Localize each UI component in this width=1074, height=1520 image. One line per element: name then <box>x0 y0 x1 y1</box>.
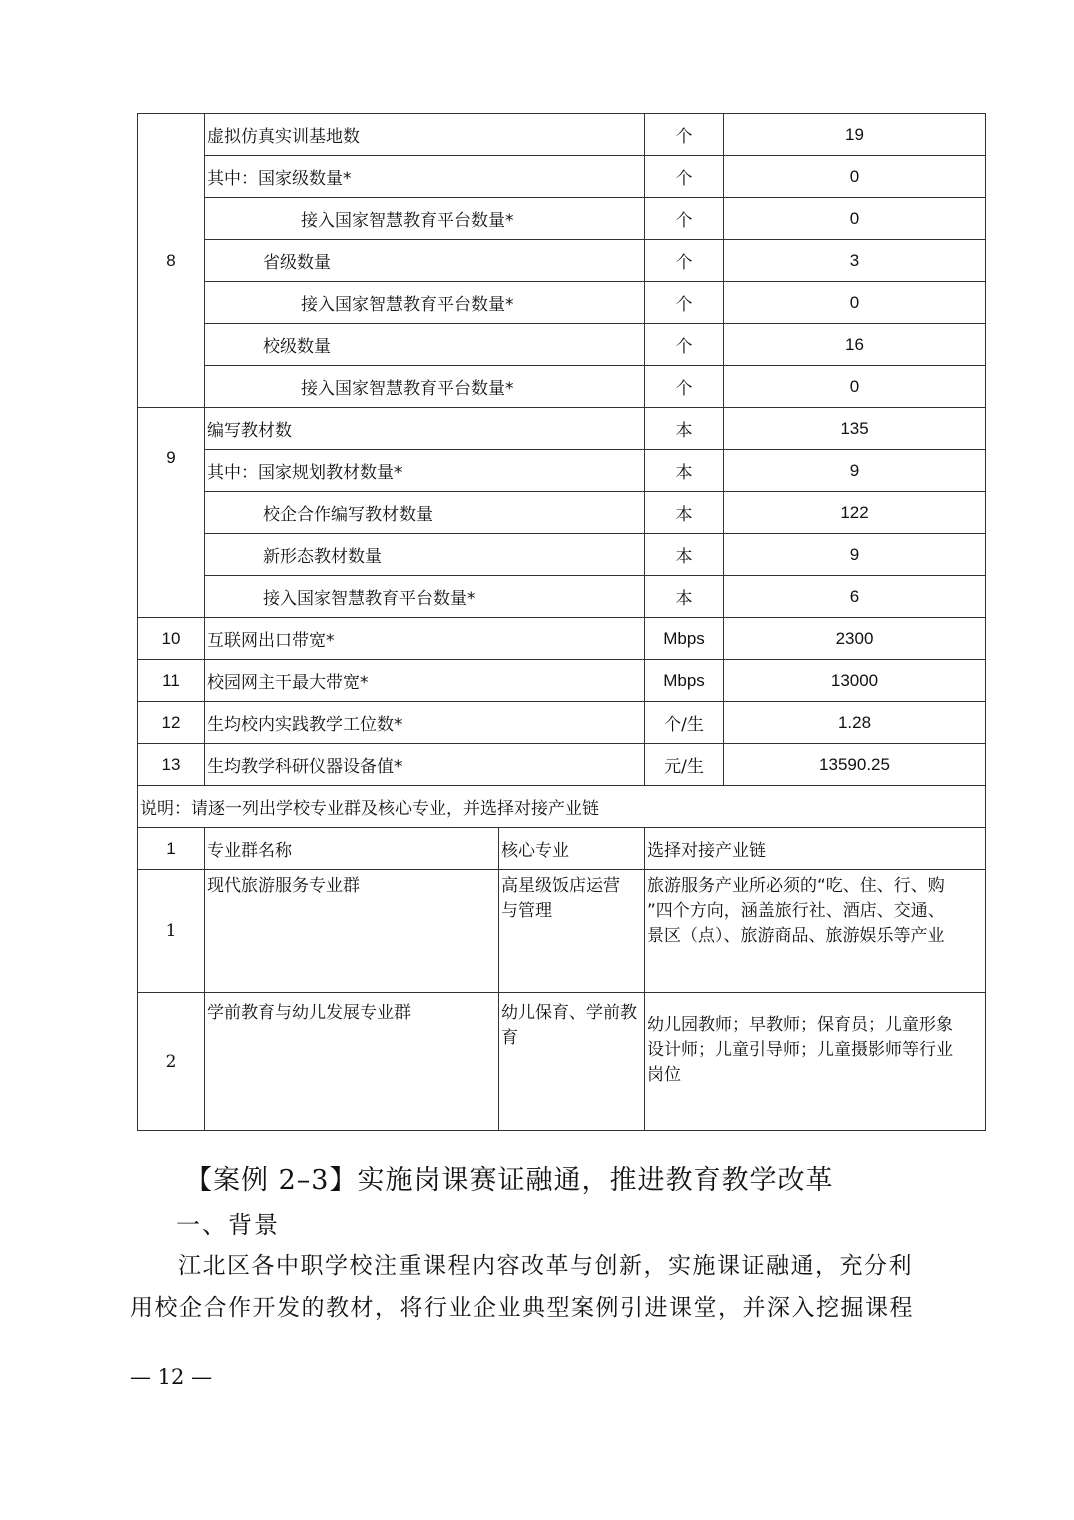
table-row <box>138 702 986 744</box>
row-number: 9 <box>138 408 205 618</box>
header-group-name: 专业群名称 <box>205 828 499 870</box>
header-industry-chain: 选择对接产业链 <box>645 828 986 870</box>
item-unit: 个 <box>645 282 724 324</box>
case-title: 【案例 2–3】实施岗课赛证融通，推进教育教学改革 <box>185 1165 834 1196</box>
industry-chain-line: 景区（点）、旅游商品、旅游娱乐等产业 <box>647 926 945 946</box>
table-row <box>138 324 986 366</box>
group-name: 现代旅游服务专业群 <box>205 870 499 993</box>
row-number: 1 <box>138 870 205 993</box>
item-name: 生均教学科研仪器设备值* <box>205 744 645 786</box>
table-row <box>138 576 986 618</box>
item-unit: Mbps <box>645 660 724 702</box>
section-heading: 一、背景 <box>176 1211 280 1239</box>
item-name: 接入国家智慧教育平台数量* <box>205 282 645 324</box>
core-major-line: 与管理 <box>501 901 552 921</box>
item-value: 13000 <box>724 660 986 702</box>
industry-chain-line: 设计师；儿童引导师；儿童摄影师等行业 <box>647 1040 953 1060</box>
item-value: 2300 <box>724 618 986 660</box>
paragraph-line: 江北区各中职学校注重课程内容改革与创新，实施课证融通，充分利 <box>178 1253 913 1279</box>
item-value: 9 <box>724 450 986 492</box>
row-number: 10 <box>138 618 205 660</box>
page-number: — 12 — <box>130 1365 213 1389</box>
industry-chain-line: ”四个方向，涵盖旅行社、酒店、交通、 <box>647 901 945 921</box>
table-row <box>138 744 986 786</box>
table-row <box>138 786 986 828</box>
table-row <box>138 366 986 408</box>
row-number: 12 <box>138 702 205 744</box>
item-value: 3 <box>724 240 986 282</box>
item-unit: 个 <box>645 114 724 156</box>
item-name: 互联网出口带宽* <box>205 618 645 660</box>
industry-chain <box>645 870 986 993</box>
item-value: 1.28 <box>724 702 986 744</box>
item-name: 校企合作编写教材数量 <box>205 492 645 534</box>
item-unit: 元/生 <box>645 744 724 786</box>
table-row <box>138 114 986 156</box>
table-row <box>138 240 986 282</box>
industry-chain-line: 旅游服务产业所必须的“吃、住、行、购 <box>647 876 945 896</box>
item-unit: 个 <box>645 198 724 240</box>
item-value: 6 <box>724 576 986 618</box>
item-value: 0 <box>724 282 986 324</box>
item-name: 接入国家智慧教育平台数量* <box>205 366 645 408</box>
table-row <box>138 618 986 660</box>
data-table <box>137 113 986 1131</box>
row-number: 11 <box>138 660 205 702</box>
table-row <box>138 408 986 450</box>
item-name: 其中：国家级数量* <box>205 156 645 198</box>
table-row <box>138 198 986 240</box>
table-row <box>138 450 986 492</box>
table-row <box>138 993 986 1131</box>
industry-chain-line: 岗位 <box>647 1065 681 1085</box>
industry-chain-line: 幼儿园教师；早教师；保育员；儿童形象 <box>647 1015 953 1035</box>
table-row <box>138 828 986 870</box>
item-value: 0 <box>724 366 986 408</box>
row-number: 8 <box>138 114 205 408</box>
item-unit: 个 <box>645 240 724 282</box>
core-major-line: 幼儿保育、学前教 <box>501 1003 637 1023</box>
item-unit: 本 <box>645 576 724 618</box>
item-unit: 个/生 <box>645 702 724 744</box>
row-number: 13 <box>138 744 205 786</box>
row-number: 2 <box>138 993 205 1131</box>
industry-chain <box>645 993 986 1131</box>
table-row <box>138 492 986 534</box>
item-value: 135 <box>724 408 986 450</box>
item-unit: 本 <box>645 408 724 450</box>
item-value: 122 <box>724 492 986 534</box>
table-row <box>138 534 986 576</box>
item-name: 生均校内实践教学工位数* <box>205 702 645 744</box>
item-name: 接入国家智慧教育平台数量* <box>205 576 645 618</box>
item-unit: 个 <box>645 324 724 366</box>
item-name: 接入国家智慧教育平台数量* <box>205 198 645 240</box>
item-name: 虚拟仿真实训基地数 <box>205 114 645 156</box>
core-major <box>499 870 645 993</box>
item-unit: 个 <box>645 156 724 198</box>
item-name: 省级数量 <box>205 240 645 282</box>
item-name: 校级数量 <box>205 324 645 366</box>
item-unit: Mbps <box>645 618 724 660</box>
row-number: 1 <box>138 828 205 870</box>
table-row <box>138 156 986 198</box>
paragraph-line: 用校企合作开发的教材，将行业企业典型案例引进课堂，并深入挖掘课程 <box>130 1295 914 1321</box>
core-major-line: 育 <box>501 1028 518 1048</box>
table-row <box>138 282 986 324</box>
table-note: 说明：请逐一列出学校专业群及核心专业，并选择对接产业链 <box>138 786 986 828</box>
item-unit: 本 <box>645 534 724 576</box>
item-value: 9 <box>724 534 986 576</box>
item-name: 其中：国家规划教材数量* <box>205 450 645 492</box>
item-name: 新形态教材数量 <box>205 534 645 576</box>
item-value: 16 <box>724 324 986 366</box>
group-name: 学前教育与幼儿发展专业群 <box>205 993 499 1131</box>
item-value: 13590.25 <box>724 744 986 786</box>
item-name: 校园网主干最大带宽* <box>205 660 645 702</box>
item-name: 编写教材数 <box>205 408 645 450</box>
table-row <box>138 870 986 993</box>
item-value: 0 <box>724 198 986 240</box>
item-value: 0 <box>724 156 986 198</box>
core-major-line: 高星级饭店运营 <box>501 876 620 896</box>
table-row <box>138 660 986 702</box>
item-unit: 本 <box>645 450 724 492</box>
core-major <box>499 993 645 1131</box>
item-unit: 个 <box>645 366 724 408</box>
item-value: 19 <box>724 114 986 156</box>
header-core-major: 核心专业 <box>499 828 645 870</box>
item-unit: 本 <box>645 492 724 534</box>
